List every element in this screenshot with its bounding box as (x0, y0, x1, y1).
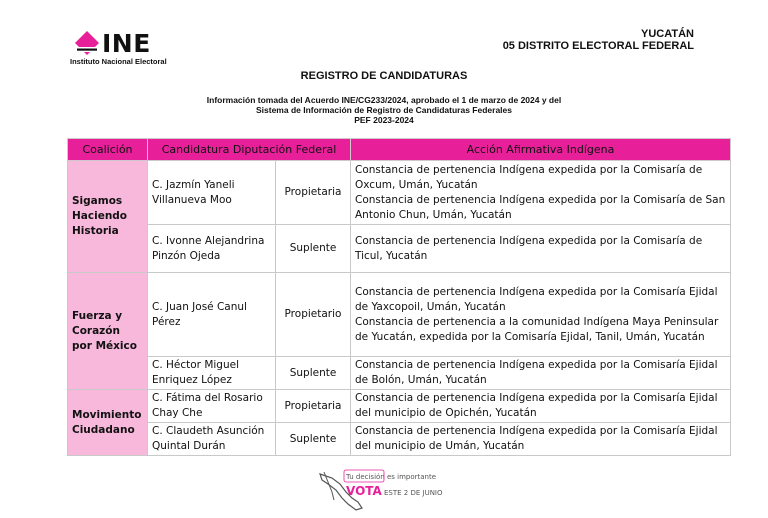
action-text: Constancia de pertenencia Indígena expedida por la Comisaría Ejidal de Yaxcopoil, Umán, Yucatán (355, 285, 718, 313)
action-cell (351, 225, 731, 273)
header-coalicion: Coalición (68, 139, 148, 161)
district-header (503, 28, 694, 52)
candidate-role: Propietaria (276, 161, 351, 225)
state-name: YUCATÁN (641, 28, 694, 40)
candidate-name: C. Ivonne Alejandrina Pinzón Ojeda (148, 225, 276, 273)
action-text: Constancia de pertenencia Indígena expedida por la Comisaría de Ticul, Yucatán (355, 234, 703, 262)
candidate-role: Propietario (276, 273, 351, 357)
source-info-line2: Sistema de Información de Registro de Candidaturas Federales (255, 105, 513, 115)
source-info (0, 95, 768, 125)
candidate-role: Suplente (276, 225, 351, 273)
coalition-cell: Fuerza y Corazón por México (68, 273, 148, 390)
footer-vota: VOTA (346, 484, 382, 498)
footer-date: ESTE 2 DE JUNIO (384, 489, 443, 497)
candidate-name: C. Claudeth Asunción Quintal Durán (148, 423, 276, 456)
ine-logo (70, 26, 200, 70)
mexico-map-icon (318, 468, 458, 512)
footer-slogan: Tu decisión es importante (346, 473, 437, 481)
source-info-line3: PEF 2023-2024 (354, 115, 414, 125)
candidates-table (67, 138, 731, 456)
candidate-name: C. Héctor Miguel Enriquez López (148, 357, 276, 390)
coalition-cell: Movimiento Ciudadano (68, 390, 148, 456)
candidate-role: Suplente (276, 357, 351, 390)
candidate-name: C. Juan José Canul Pérez (148, 273, 276, 357)
ine-logo-text: INE (102, 29, 151, 58)
table-row (68, 357, 731, 390)
candidate-role: Suplente (276, 423, 351, 456)
action-cell (351, 161, 731, 225)
table-row (68, 390, 731, 423)
action-text: Constancia de pertenencia a la comunidad Indígena Maya Peninsular de Yucatán, expedida por la Comisaría Ejidal, Tanil, Umán, Yucatán (355, 315, 719, 343)
ine-logo-subtitle: Instituto Nacional Electoral (70, 57, 167, 66)
action-text: Constancia de pertenencia Indígena expedida por la Comisaría de Oxcum, Umán, Yucatán (355, 163, 703, 191)
header-accion: Acción Afirmativa Indígena (351, 139, 731, 161)
vota-logo (318, 468, 458, 512)
table-header-row (68, 139, 731, 161)
header-candidatura: Candidatura Diputación Federal (148, 139, 351, 161)
action-text: Constancia de pertenencia Indígena expedida por la Comisaría Ejidal del municipio de Umán, Yucatán (355, 425, 718, 452)
action-cell (351, 390, 731, 423)
table-row (68, 273, 731, 357)
table-row (68, 225, 731, 273)
candidate-name: C. Fátima del Rosario Chay Che (148, 390, 276, 423)
candidate-role: Propietaria (276, 390, 351, 423)
table-row (68, 161, 731, 225)
action-text: Constancia de pertenencia Indígena expedida por la Comisaría Ejidal de Bolón, Umán, Yucatán (355, 359, 718, 386)
page-title: REGISTRO DE CANDIDATURAS (300, 70, 468, 82)
table-row (68, 423, 731, 456)
action-text: Constancia de pertenencia Indígena expedida por la Comisaría de San Antonio Chun, Umán, Yucatán (355, 193, 726, 221)
action-text: Constancia de pertenencia Indígena expedida por la Comisaría Ejidal del municipio de Opichén, Yucatán (355, 392, 718, 419)
action-cell (351, 273, 731, 357)
candidate-name: C. Jazmín Yaneli Villanueva Moo (148, 161, 276, 225)
action-cell (351, 357, 731, 390)
ine-logo-icon (74, 30, 100, 56)
coalition-cell: Sigamos Haciendo Historia (68, 161, 148, 273)
source-info-line1: Información tomada del Acuerdo INE/CG233/2024, aprobado el 1 de marzo de 2024 y del (206, 95, 562, 105)
action-cell (351, 423, 731, 456)
district-name: 05 DISTRITO ELECTORAL FEDERAL (502, 40, 694, 52)
